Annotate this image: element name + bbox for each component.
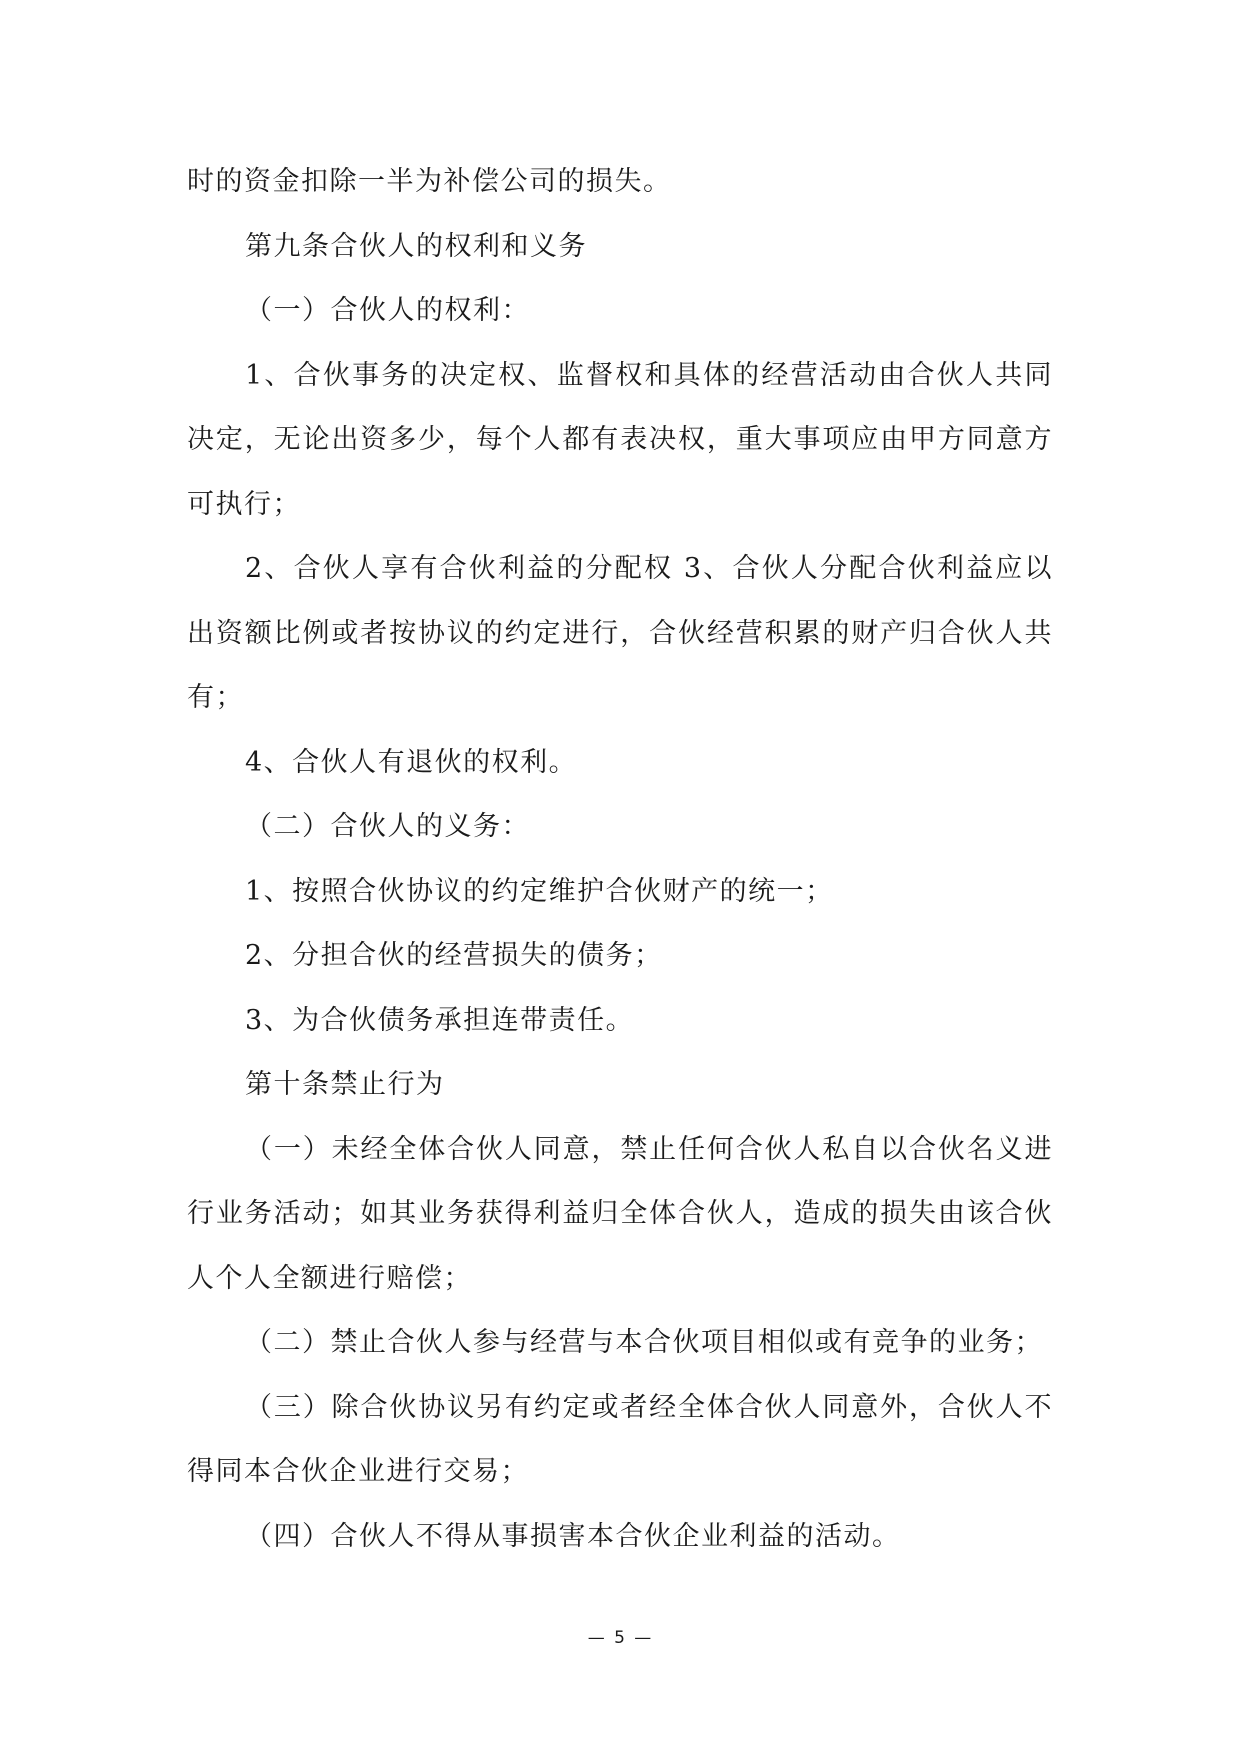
obligations-item-1: 1、按照合伙协议的约定维护合伙财产的统一； xyxy=(245,875,834,907)
page-number: — 5 — xyxy=(587,1628,654,1648)
prohibition-item-2: （二）禁止合伙人参与经营与本合伙项目相似或有竞争的业务； xyxy=(245,1327,1043,1358)
rights-item-1: 1、合伙事务的决定权、监督权和具体的经营活动由合伙人共同决定，无论出资多少，每个人都有表决权，重大事项应由甲方同意方可执行； xyxy=(187,359,1053,520)
obligations-item-3: 3、为合伙债务承担连带责任。 xyxy=(245,1004,635,1036)
article-9-heading: 第九条合伙人的权利和义务 xyxy=(245,230,587,262)
section-rights-heading: （一）合伙人的权利： xyxy=(245,295,530,326)
prohibition-item-3: （三）除合伙协议另有约定或者经全体合伙人同意外，合伙人不得同本合伙企业进行交易； xyxy=(187,1391,1053,1487)
paragraph-continuation: 时的资金扣除一半为补偿公司的损失。 xyxy=(187,166,672,197)
prohibition-item-1: （一）未经全体合伙人同意，禁止任何合伙人私自以合伙名义进行业务活动；如其业务获得利益归全体合伙人，造成的损失由该合伙人个人全额进行赔偿； xyxy=(187,1133,1053,1294)
rights-item-2-3: 2、合伙人享有合伙利益的分配权 3、合伙人分配合伙利益应以出资额比例或者按协议的约定进行，合伙经营积累的财产归合伙人共有； xyxy=(187,553,1053,713)
article-10-heading: 第十条禁止行为 xyxy=(245,1069,445,1100)
rights-item-4: 4、合伙人有退伙的权利。 xyxy=(245,746,578,778)
section-obligations-heading: （二）合伙人的义务： xyxy=(245,811,530,842)
obligations-item-2: 2、分担合伙的经营损失的债务； xyxy=(245,940,663,971)
prohibition-item-4: （四）合伙人不得从事损害本合伙企业利益的活动。 xyxy=(245,1520,901,1552)
document-body xyxy=(187,150,1053,1569)
